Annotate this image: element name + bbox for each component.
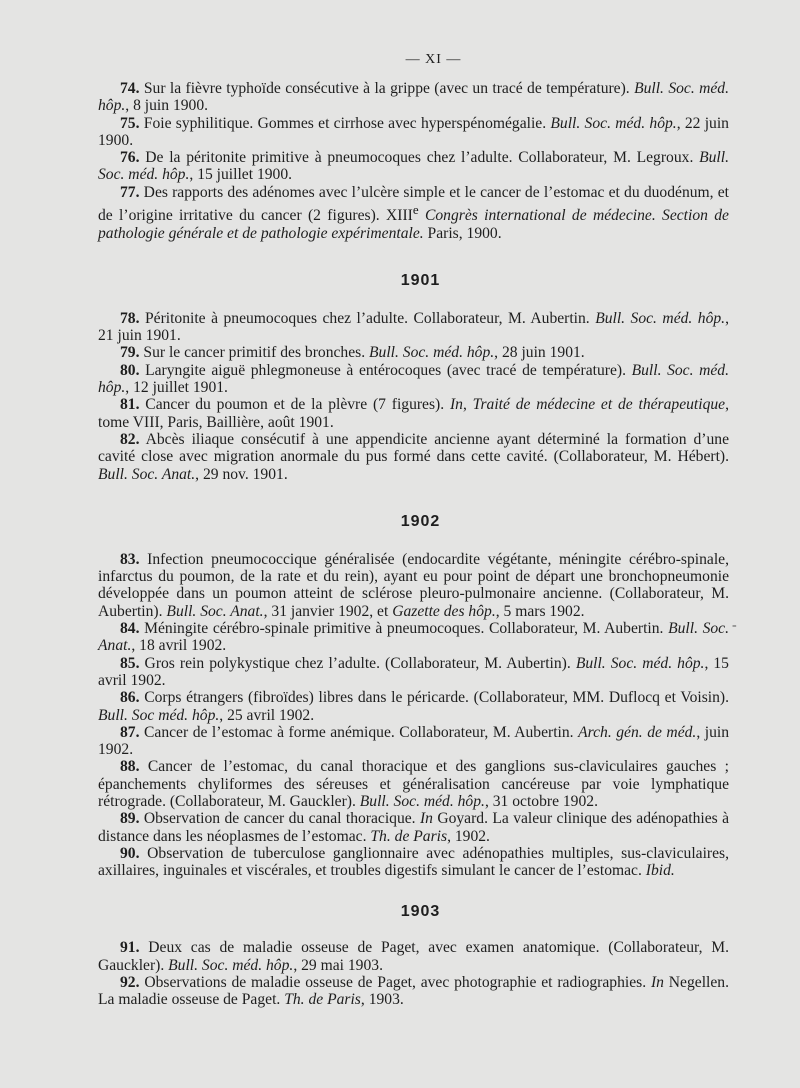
entry-text: , 5 mars 1902. xyxy=(495,602,585,620)
entry-number: 90. xyxy=(120,844,140,862)
entry-text: Corps étrangers (fibroïdes) libres dans le péricarde. (Collaborateur, MM. Duflocq et Voisin). xyxy=(139,689,729,707)
entry-number: 89. xyxy=(120,810,140,828)
entry-text: Paris, 1900. xyxy=(423,224,502,242)
bibliography-entry xyxy=(98,149,729,184)
bibliography-entry xyxy=(98,80,729,115)
entry-citation: Congrès international de médecine. Section de pathologie générale et de pathologie expérimentale. xyxy=(98,207,729,242)
entry-citation: Bull. Soc. méd. hôp. xyxy=(369,344,495,362)
margin-mark: - xyxy=(732,618,737,633)
entry-text: , 31 octobre 1902. xyxy=(484,792,598,810)
entry-number: 82. xyxy=(120,430,140,448)
entry-number: 83. xyxy=(120,550,140,568)
entry-text: Laryngite aiguë phlegmoneuse à entérocoques (avec tracé de température). xyxy=(139,361,632,379)
entry-text: Des rapports des adénomes avec l’ulcère simple et le cancer de l’estomac et du duodénum, et de l’origine irritative du cancer (2 figures). XIII xyxy=(98,183,729,225)
entry-citation: Traité de médecine et de thérapeutique xyxy=(472,396,726,414)
entry-citation: Th. de Paris xyxy=(284,991,361,1009)
section-1903 xyxy=(98,939,729,1008)
entry-citation: Bull. Soc. méd. hôp. xyxy=(98,149,729,184)
bibliography-entry xyxy=(98,344,729,361)
entry-text: Cancer du poumon et de la plèvre (7 figures). xyxy=(139,396,450,414)
entry-citation: Bull. Soc. Anat. xyxy=(98,620,729,655)
entry-text: , xyxy=(462,396,473,414)
entry-citation: Gazette des hôp. xyxy=(392,602,496,620)
bibliography-entry xyxy=(98,184,729,242)
page-folio: — XI — xyxy=(405,52,462,67)
bibliography-entry xyxy=(98,689,729,724)
entry-text: , 15 juillet 1900. xyxy=(189,166,293,184)
entry-text: Gros rein polykystique chez l’adulte. (Collaborateur, M. Aubertin). xyxy=(139,654,576,672)
entry-citation: Bull. Soc. méd. hôp. xyxy=(98,361,729,397)
entry-text: , 18 avril 1902. xyxy=(131,637,227,655)
entry-citation: Bull. Soc. méd. hôp. xyxy=(98,80,729,115)
bibliography-entry xyxy=(98,431,729,483)
entry-text: , 22 juin 1900. xyxy=(98,114,729,149)
entry-number: 84. xyxy=(120,620,140,638)
entry-text: , juin 1902. xyxy=(98,723,729,759)
entry-citation: Bull. Soc. méd. hôp. xyxy=(168,956,294,974)
entry-citation: Bull. Soc. méd. hôp. xyxy=(575,654,705,672)
entry-text: Infection pneumococcique généralisée (endocardite végétante, méningite cérébro-spinale, infarctus du poumon, de la rate et du rein), ayant eu pour point de départ une bronchopneumonie développée dans un poumon atteint de sclérose pleuro-pulmonaire ancienne. (Collaborateur, M. Aubertin). xyxy=(98,550,729,620)
entry-text: , 21 juin 1901. xyxy=(98,309,729,345)
bibliography-entry xyxy=(98,845,729,880)
entry-number: 86. xyxy=(120,689,140,707)
bibliography-entry xyxy=(98,655,729,690)
entry-number: 75. xyxy=(120,114,140,132)
bibliography-entry xyxy=(98,396,729,431)
entry-citation: Bull. Soc. méd. hôp. xyxy=(359,792,485,810)
entry-citation: Bull. Soc méd. hôp. xyxy=(98,706,220,724)
entry-text: Observation de cancer du canal thoracique. xyxy=(139,810,420,828)
entry-citation: In xyxy=(650,974,664,992)
entry-text: Méningite cérébro-spinale primitive à pneumocoques. Collaborateur, M. Aubertin. xyxy=(139,620,669,638)
entry-text: , 31 janvier 1902, et xyxy=(263,602,393,620)
entry-citation: Ibid. xyxy=(645,862,675,880)
bibliography-entry xyxy=(98,939,729,974)
entry-text: Cancer de l’estomac, du canal thoracique et des ganglions sus-claviculaires gauches ; épanchements chyliformes des séreuses et généralisation cancéreuse par voie lymphatique rétrograde. (Collaborateur, M. Gauckler). xyxy=(98,758,729,810)
bibliography-entry xyxy=(98,810,729,845)
entry-number: 77. xyxy=(120,183,140,201)
entry-text: , 1903. xyxy=(360,991,404,1009)
entry-text: De la péritonite primitive à pneumocoques chez l’adulte. Collaborateur, M. Legroux. xyxy=(139,149,700,167)
entry-text: , 15 avril 1902. xyxy=(98,654,729,689)
entry-number: 81. xyxy=(120,396,140,414)
entry-text: , 29 nov. 1901. xyxy=(195,465,288,483)
bibliography-entry xyxy=(98,620,729,655)
entry-text: , 28 juin 1901. xyxy=(494,344,585,362)
bibliography-entry xyxy=(98,310,729,345)
bibliography-entry xyxy=(98,974,729,1009)
entry-text: Negellen. La maladie osseuse de Paget. xyxy=(98,974,729,1009)
entry-text: , 25 avril 1902. xyxy=(219,706,315,724)
year-heading-1903: 1903 xyxy=(400,903,441,921)
entry-number: 76. xyxy=(120,149,140,167)
entry-citation: In xyxy=(419,810,433,828)
entry-text: Sur la fièvre typhoïde consécutive à la grippe (avec un tracé de température). xyxy=(139,80,635,97)
entry-number: 85. xyxy=(120,654,140,672)
section-1900 xyxy=(98,80,729,242)
entry-number: 92. xyxy=(120,974,140,992)
entry-text: Foie syphilitique. Gommes et cirrhose avec hyperspénomégalie. xyxy=(139,114,551,132)
entry-text: , 12 juillet 1901. xyxy=(125,379,228,397)
entry-text: Goyard. La valeur clinique des adénopathies à distance dans les néoplasmes de l’estomac. xyxy=(98,810,730,845)
bibliography-entry xyxy=(98,115,729,150)
entry-citation: Th. de Paris xyxy=(370,827,448,845)
entry-text: , tome VIII, Paris, Baillière, août 1901. xyxy=(98,396,730,431)
entry-citation: Arch. gén. de méd. xyxy=(578,723,697,741)
year-heading-1901: 1901 xyxy=(400,271,441,289)
entry-text: Observation de tuberculose ganglionnaire avec adénopathies multiples, sus-claviculaires, axillaires, inguinales et viscérales, et troubles digestifs simulant le cancer de l’estomac. xyxy=(98,844,729,880)
entry-text: Abcès iliaque consécutif à une appendicite ancienne ayant déterminé la formation d’une cavité close avec migration anormale du pus formé dans cette cavité. (Collaborateur, M. Hébert). xyxy=(98,430,729,466)
entry-text: Sur le cancer primitif des bronches. xyxy=(139,344,369,362)
bibliography-entry xyxy=(98,551,729,620)
entry-number: 87. xyxy=(120,723,140,741)
year-heading-1902: 1902 xyxy=(400,512,441,530)
entry-citation: Bull. Soc. méd. hôp. xyxy=(595,309,726,327)
entry-text: Péritonite à pneumocoques chez l’adulte. Collaborateur, M. Aubertin. xyxy=(139,309,596,327)
bibliography-entry xyxy=(98,724,729,759)
entry-citation: Bull. Soc. Anat. xyxy=(166,602,264,620)
entry-number: 74. xyxy=(120,80,140,97)
entry-text: Deux cas de maladie osseuse de Paget, avec examen anatomique. (Collaborateur, M. Gauckler). xyxy=(98,939,729,974)
section-1901 xyxy=(98,310,729,483)
entry-citation: Bull. Soc. Anat. xyxy=(98,465,196,483)
entry-text: , 1902. xyxy=(447,827,490,845)
entry-number: 78. xyxy=(120,309,140,327)
entry-citation: Bull. Soc. méd. hôp. xyxy=(550,114,677,132)
section-1902 xyxy=(98,551,729,880)
entry-number: 79. xyxy=(120,344,140,362)
entry-citation: In xyxy=(449,396,463,414)
entry-number: 91. xyxy=(120,939,140,957)
entry-text: e xyxy=(412,202,419,218)
entry-text: Observations de maladie osseuse de Paget, avec photographie et radiographies. xyxy=(139,974,651,992)
entry-number: 80. xyxy=(120,361,140,379)
entry-text: , 8 juin 1900. xyxy=(125,97,209,115)
entry-number: 88. xyxy=(120,758,140,776)
bibliography-entry xyxy=(98,758,729,810)
bibliography-entry xyxy=(98,362,729,397)
entry-text: Cancer de l’estomac à forme anémique. Collaborateur, M. Aubertin. xyxy=(139,723,579,741)
entry-text: , 29 mai 1903. xyxy=(293,956,383,974)
